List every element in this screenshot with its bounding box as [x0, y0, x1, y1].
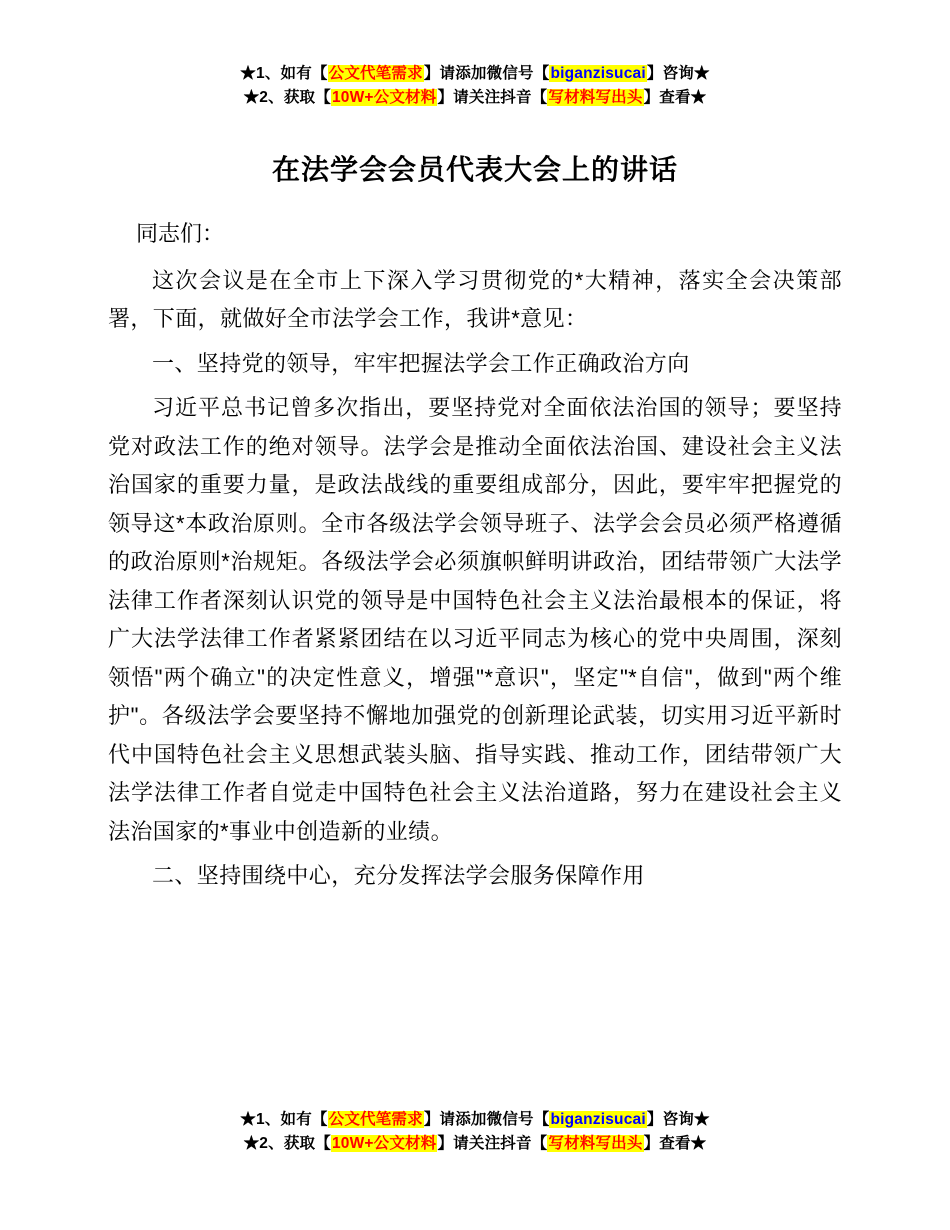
promo-line-2-bottom-highlight-1: 10W+公文材料	[331, 1135, 437, 1153]
promo-line-1-bottom-suffix: 】咨询★	[646, 1111, 710, 1128]
paragraph-intro: 这次会议是在全市上下深入学习贯彻党的*大精神，落实全会决策部署，下面，就做好全市法学会工作，我讲*意见：	[108, 267, 842, 332]
promo-line-2-bottom	[0, 1132, 950, 1156]
promo-line-2-bottom-suffix: 】查看★	[643, 1135, 707, 1153]
promo-line-2-bottom-prefix: ★2、获取【	[243, 1135, 331, 1153]
paragraph-section-1-body: 习近平总书记曾多次指出，要坚持党对全面依法治国的领导；要坚持党对政法工作的绝对领导。法学会是推动全面依法治国、建设社会主义法治国家的重要力量，是政法战线的重要组成部分，因此，要牢牢把握党的领导这*本政治原则。全市各级法学会领导班子、法学会会员必须严格遵循的政治原则*治规矩。各级法学会必须旗帜鲜明讲政治，团结带领广大法学法律工作者深刻认识党的领导是中国特色社会主义法治最根本的保证，将广大法学法律工作者紧紧团结在以习近平同志为核心的党中央周围，深刻领悟"两个确立"的决定性意义，增强"*意识"，坚定"*自信"，做到"两个维护"。各级法学会要坚持不懈地加强党的创新理论武装，切实用习近平新时代中国特色社会主义思想武装头脑、指导实践、推动工作，团结带领广大法学法律工作者自觉走中国特色社会主义法治道路，努力在建设社会主义法治国家的*事业中创造新的业绩。	[108, 395, 842, 844]
promo-line-1-bottom-middle: 】请添加微信号【	[423, 1111, 550, 1128]
promo-line-1-bottom-highlight-2: biganzisucai	[550, 1111, 646, 1128]
promo-line-1-bottom-highlight-1: 公文代笔需求	[328, 1111, 423, 1128]
promo-line-1-middle: 】请添加微信号【	[423, 65, 550, 82]
section-heading-1: 一、坚持党的领导，牢牢把握法学会工作正确政治方向	[152, 350, 690, 376]
promo-line-1-suffix: 】咨询★	[646, 65, 710, 82]
promo-line-2-bottom-middle: 】请关注抖音【	[437, 1135, 548, 1153]
promo-line-2-bottom-highlight-2: 写材料写出头	[548, 1135, 643, 1153]
promo-line-2-suffix: 】查看★	[643, 89, 707, 107]
promo-line-2-prefix: ★2、获取【	[243, 89, 331, 107]
promo-banner-top	[0, 62, 950, 110]
promo-line-1	[0, 62, 950, 86]
promo-line-1-bottom-prefix: ★1、如有【	[240, 1111, 328, 1128]
promo-line-1-prefix: ★1、如有【	[240, 65, 328, 82]
document-body	[108, 150, 842, 902]
promo-line-2-highlight-2: 写材料写出头	[548, 89, 643, 107]
promo-line-2-highlight-1: 10W+公文材料	[331, 89, 437, 107]
promo-line-2-middle: 】请关注抖音【	[437, 89, 548, 107]
promo-line-1-highlight-2: biganzisucai	[550, 65, 646, 82]
salutation: 同志们：	[136, 221, 225, 247]
promo-banner-bottom	[0, 1108, 950, 1156]
promo-line-2	[0, 86, 950, 110]
section-heading-2: 二、坚持围绕中心，充分发挥法学会服务保障作用	[152, 863, 645, 889]
promo-line-1-highlight-1: 公文代笔需求	[328, 65, 423, 82]
promo-line-1-bottom	[0, 1108, 950, 1132]
page-title: 在法学会会员代表大会上的讲话	[271, 154, 678, 185]
